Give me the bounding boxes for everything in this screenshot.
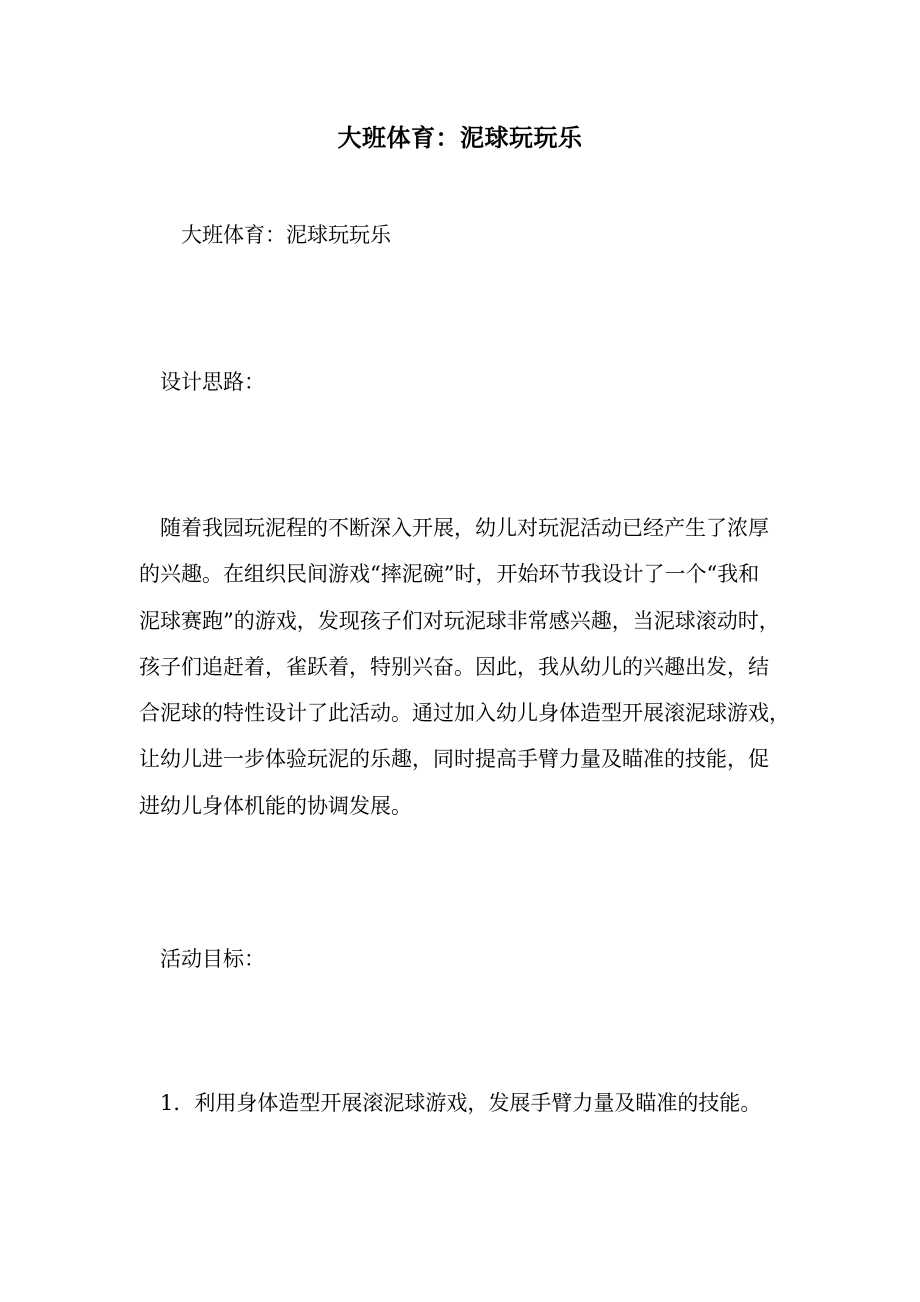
section-heading-goals: 活动目标： [160, 947, 265, 971]
paragraph-line: 的兴趣。在组织民间游戏“摔泥碗”时，开始环节我设计了一个“我和 [139, 562, 760, 587]
document-subtitle: 大班体育：泥球玩玩乐 [181, 223, 391, 247]
paragraph-line: 合泥球的特性设计了此活动。通过加入幼儿身体造型开展滚泥球游戏， [139, 701, 790, 726]
paragraph-line: 泥球赛跑”的游戏，发现孩子们对玩泥球非常感兴趣，当泥球滚动时， [139, 608, 780, 633]
paragraph-line: 让幼儿进一步体验玩泥的乐趣，同时提高手臂力量及瞄准的技能，促 [139, 747, 769, 772]
paragraph-line: 孩子们追赶着，雀跃着，特别兴奋。因此，我从幼儿的兴趣出发，结 [139, 654, 769, 679]
paragraph-line: 随着我园玩泥程的不断深入开展，幼儿对玩泥活动已经产生了浓厚 [160, 516, 769, 540]
design-paragraph [139, 505, 789, 829]
section-heading-design: 设计思路： [160, 370, 265, 394]
goal-list-item: 1．利用身体造型开展滚泥球游戏，发展手臂力量及瞄准的技能。 [160, 1091, 762, 1115]
document-title: 大班体育：泥球玩玩乐 [337, 123, 583, 152]
paragraph-line: 进幼儿身体机能的协调发展。 [139, 793, 412, 818]
